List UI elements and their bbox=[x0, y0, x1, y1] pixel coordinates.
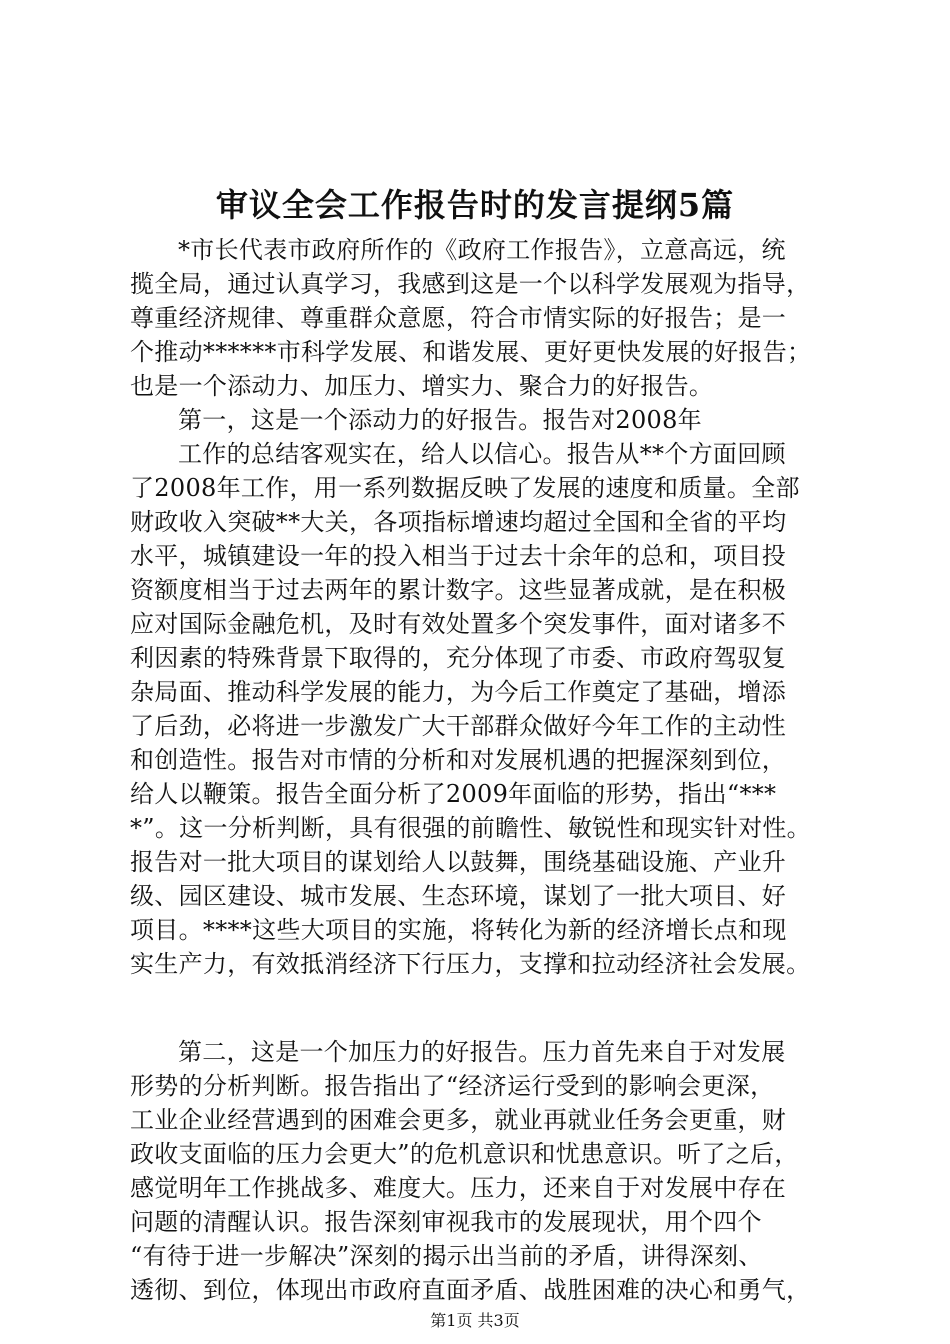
text-line: 工业企业经营遇到的困难会更多，就业再就业任务会更重，财 bbox=[130, 1106, 787, 1134]
text-line: 个推动******市科学发展、和谐发展、更好更快发展的好报告； bbox=[130, 338, 812, 366]
text-line: 揽全局，通过认真学习，我感到这是一个以科学发展观为指导， bbox=[130, 270, 811, 298]
text-line: 了2008年工作，用一系列数据反映了发展的速度和质量。全部 bbox=[130, 474, 800, 502]
text-line: 政收支面临的压力会更大”的危机意识和忧患意识。听了之后， bbox=[130, 1140, 799, 1168]
text-line: 也是一个添动力、加压力、增实力、聚合力的好报告。 bbox=[130, 372, 714, 400]
text-line: 第一，这是一个添动力的好报告。报告对2008年 bbox=[178, 406, 702, 434]
text-line: 实生产力，有效抵消经济下行压力，支撑和拉动经济社会发展。 bbox=[130, 950, 811, 978]
text-line: 财政收入突破**大关，各项指标增速均超过全国和全省的平均 bbox=[130, 508, 787, 536]
text-line: 感觉明年工作挑战多、难度大。压力，还来自于对发展中存在 bbox=[130, 1174, 787, 1202]
text-line: 给人以鞭策。报告全面分析了2009年面临的形势，指出“*** bbox=[130, 780, 777, 808]
text-line: 项目。****这些大项目的实施，将转化为新的经济增长点和现 bbox=[130, 916, 787, 944]
text-line: *市长代表市政府所作的《政府工作报告》，立意高远，统 bbox=[178, 236, 786, 264]
text-line: “有待于进一步解决”深刻的揭示出当前的矛盾，讲得深刻、 bbox=[130, 1242, 763, 1270]
text-line: 资额度相当于过去两年的累计数字。这些显著成就，是在积极 bbox=[130, 576, 787, 604]
text-line: 报告对一批大项目的谋划给人以鼓舞，围绕基础设施、产业升 bbox=[130, 848, 787, 876]
text-line: *”。这一分析判断，具有很强的前瞻性、敏锐性和现实针对性。 bbox=[130, 814, 811, 842]
page-number: 第1页 共3页 bbox=[430, 1311, 520, 1330]
text-line: 水平，城镇建设一年的投入相当于过去十余年的总和，项目投 bbox=[130, 542, 787, 570]
text-line: 级、园区建设、城市发展、生态环境，谋划了一批大项目、好 bbox=[130, 882, 787, 910]
text-line: 尊重经济规律、尊重群众意愿，符合市情实际的好报告；是一 bbox=[130, 304, 787, 332]
text-line: 和创造性。报告对市情的分析和对发展机遇的把握深刻到位， bbox=[130, 746, 787, 774]
text-line: 形势的分析判断。报告指出了“经济运行受到的影响会更深， bbox=[130, 1072, 775, 1100]
text-line: 工作的总结客观实在，给人以信心。报告从**个方面回顾 bbox=[178, 440, 786, 468]
text-line: 第二，这是一个加压力的好报告。压力首先来自于对发展 bbox=[178, 1038, 786, 1066]
text-line: 透彻、到位，体现出市政府直面矛盾、战胜困难的决心和勇气， bbox=[130, 1276, 811, 1304]
text-line: 了后劲，必将进一步激发广大干部群众做好今年工作的主动性 bbox=[130, 712, 787, 740]
text-line: 杂局面、推动科学发展的能力，为今后工作奠定了基础，增添 bbox=[130, 678, 787, 706]
text-line: 利因素的特殊背景下取得的，充分体现了市委、市政府驾驭复 bbox=[130, 644, 787, 672]
text-line: 问题的清醒认识。报告深刻审视我市的发展现状，用个四个 bbox=[130, 1208, 762, 1236]
text-line: 应对国际金融危机，及时有效处置多个突发事件，面对诸多不 bbox=[130, 610, 787, 638]
document-title: 审议全会工作报告时的发言提纲5篇 bbox=[215, 186, 735, 224]
